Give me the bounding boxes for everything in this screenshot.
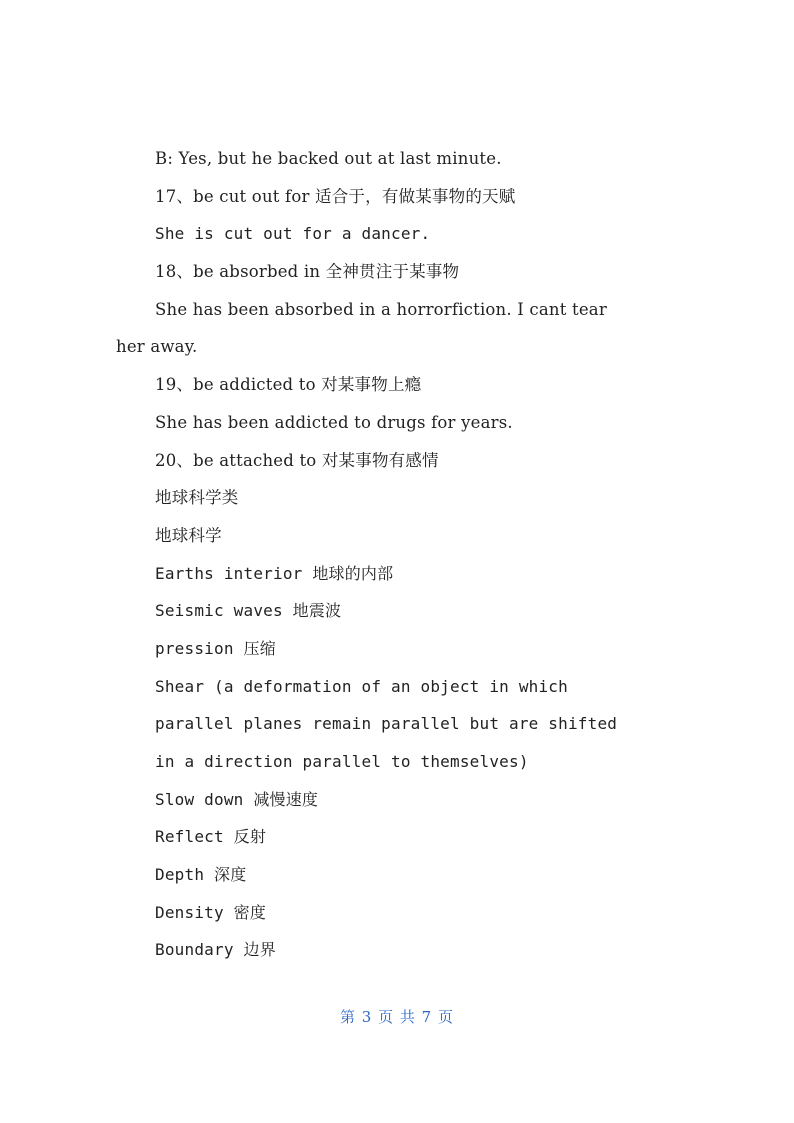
vocab-pression: pression 压缩 bbox=[155, 638, 276, 658]
vocab-shear: Shear (a deformation of an object in which bbox=[155, 676, 568, 696]
text-line-phrase-20: 20、be attached to 对某事物有感情 bbox=[155, 450, 439, 470]
text-line-example-18-continued: her away. bbox=[116, 337, 198, 357]
subsection-heading: 地球科学 bbox=[155, 525, 222, 545]
text-line-example-18: She has been absorbed in a horrorfiction. I cant tear bbox=[155, 299, 607, 319]
section-heading: 地球科学类 bbox=[155, 488, 239, 508]
page-number-footer: 第 3 页 共 7 页 bbox=[340, 1008, 454, 1026]
vocab-shear-continued-1: parallel planes remain parallel but are shifted bbox=[155, 714, 618, 734]
text-line-dialogue: B: Yes, but he backed out at last minute. bbox=[155, 149, 502, 168]
document-body bbox=[116, 140, 676, 969]
text-line-phrase-17: 17、be cut out for 适合于，有做某事物的天赋 bbox=[155, 186, 516, 206]
vocab-reflect: Reflect 反射 bbox=[155, 827, 267, 847]
text-line-phrase-18: 18、be absorbed in 全神贯注于某事物 bbox=[155, 262, 460, 282]
text-line-example-19: She has been addicted to drugs for years. bbox=[155, 412, 513, 432]
text-line-example-17: She is cut out for a dancer. bbox=[155, 224, 431, 244]
vocab-earths-interior: Earths interior 地球的内部 bbox=[155, 563, 394, 583]
vocab-slow-down: Slow down 减慢速度 bbox=[155, 789, 319, 809]
vocab-density: Density 密度 bbox=[155, 902, 267, 922]
vocab-boundary: Boundary 边界 bbox=[155, 940, 276, 960]
vocab-depth: Depth 深度 bbox=[155, 865, 247, 885]
vocab-shear-continued-2: in a direction parallel to themselves) bbox=[155, 752, 529, 771]
vocab-seismic-waves: Seismic waves 地震波 bbox=[155, 601, 342, 621]
text-line-phrase-19: 19、be addicted to 对某事物上瘾 bbox=[155, 375, 422, 395]
